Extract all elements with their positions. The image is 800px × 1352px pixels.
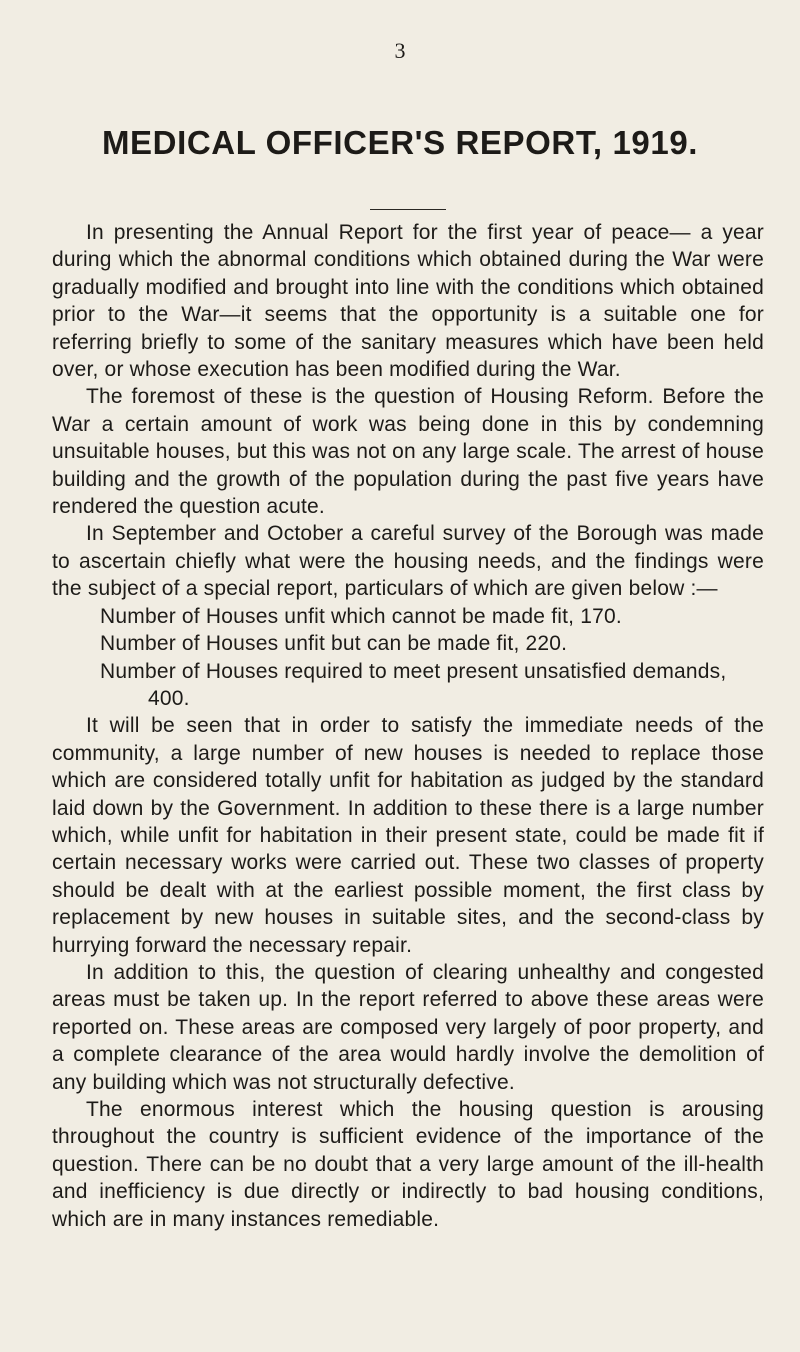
list-item: Number of Houses required to meet present unsatisfied demands, 400.	[100, 659, 727, 710]
list-item: Number of Houses unfit but can be made fit, 220.	[100, 632, 568, 656]
paragraph-intro: In presenting the Annual Report for the first year of peace— a year during which the abnormal conditions which obtained during the War were gradually modified and brought into line with the conditions which obtained prior to the War—it seems that the opportunity is a suitable one for referring briefly to some of the sanitary measures which have been held over, or whose execution has been modified during the War.	[52, 221, 764, 382]
housing-figures-list	[52, 603, 764, 713]
title-divider	[370, 209, 446, 210]
report-body	[52, 219, 764, 1233]
paragraph-unhealthy-areas: In addition to this, the question of clearing unhealthy and congested areas must be taken up. In the report referred to above these areas were reported on. These areas are composed very largely of poor property, and a complete clearance of the area would hardly involve the demolition of any building which was not structurally defective.	[52, 960, 764, 1094]
list-item: Number of Houses unfit which cannot be made fit, 170.	[100, 604, 622, 628]
paragraph-community-needs: It will be seen that in order to satisfy the immediate needs of the community, a large number of new houses is needed to replace those which are considered totally unfit for habitation as judged by the standard laid down by the Government. In addition to these there is a large number which, while unfit for habitation in their present state, could be made fit if certain necessary works were carried out. These two classes of property should be dealt with at the earliest possible moment, the first class by replacement by new houses in suitable sites, and the second-class by hurrying forward the necessary repair.	[52, 714, 764, 957]
paragraph-borough-survey: In September and October a careful survey of the Borough was made to ascertain chiefly what were the housing needs, and the findings were the subject of a special report, particulars of which are given below :—	[52, 522, 764, 601]
paragraph-housing-interest: The enormous interest which the housing question is arousing throughout the country is sufficient evidence of the importance of the question. There can be no doubt that a very large amount of the ill-health and inefficiency is due directly or indirectly to bad housing conditions, which are in many instances remediable.	[52, 1098, 764, 1231]
paragraph-housing-reform: The foremost of these is the question of Housing Reform. Before the War a certain amount of work was being done in this by condemning unsuitable houses, but this was not on any large scale. The arrest of house building and the growth of the population during the past five years have rendered the question acute.	[52, 385, 764, 519]
page-number: 3	[394, 38, 406, 63]
report-title: MEDICAL OFFICER'S REPORT, 1919.	[101, 124, 699, 161]
